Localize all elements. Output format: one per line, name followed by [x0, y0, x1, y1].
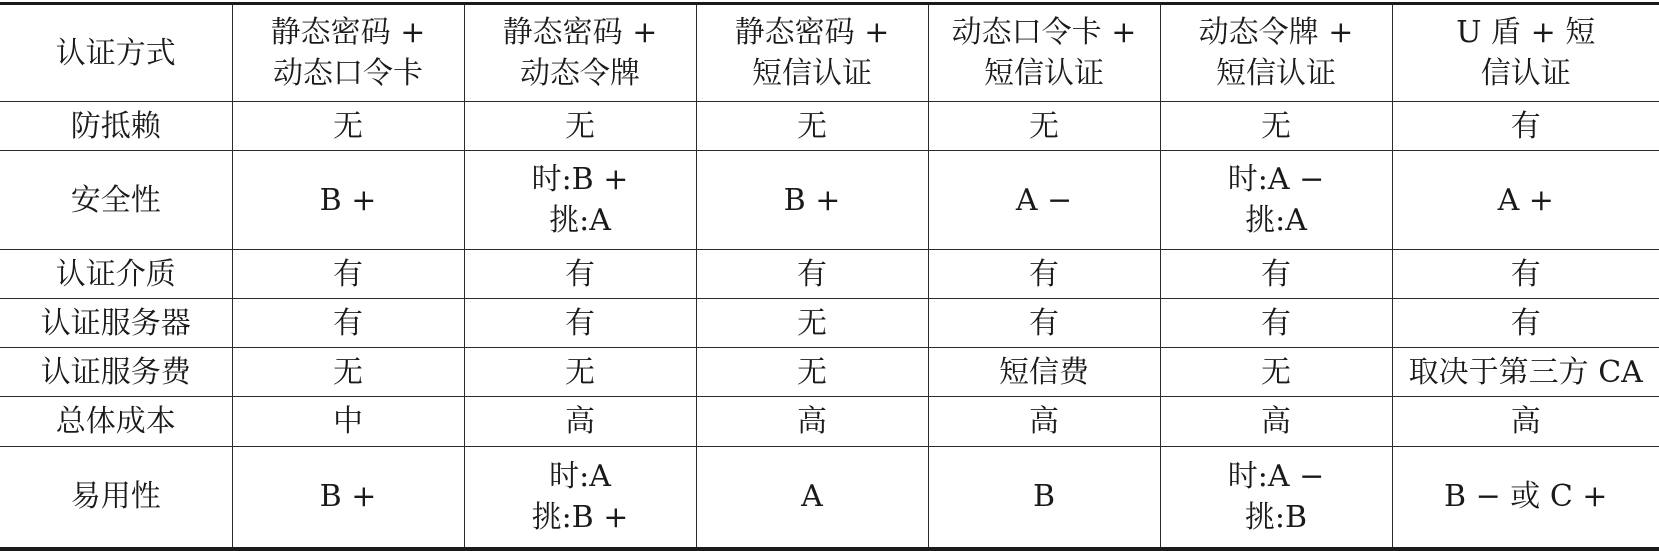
row-label-cell: 认证服务器	[0, 299, 232, 348]
header-cell: 动态口令卡 + 短信认证	[928, 4, 1160, 102]
header-cell: 静态密码 + 动态口令卡	[232, 4, 464, 102]
table-cell: 有	[1160, 250, 1392, 299]
table-cell: 高	[464, 397, 696, 447]
row-label-cell: 总体成本	[0, 397, 232, 447]
table-cell: A +	[1392, 151, 1659, 250]
table-cell: 无	[696, 299, 928, 348]
row-label-cell: 防抵赖	[0, 102, 232, 151]
table-cell: A −	[928, 151, 1160, 250]
table-row	[0, 250, 1659, 299]
table-cell: 高	[1160, 397, 1392, 447]
table-cell: 有	[928, 299, 1160, 348]
table-cell: 短信费	[928, 348, 1160, 397]
table-cell: 有	[1392, 299, 1659, 348]
table-cell: 无	[232, 102, 464, 151]
table-cell: 高	[1392, 397, 1659, 447]
row-label-cell: 认证服务费	[0, 348, 232, 397]
table-cell: 无	[464, 348, 696, 397]
table-cell: 时:A 挑:B +	[464, 447, 696, 549]
table-cell: 有	[232, 250, 464, 299]
table-cell: 无	[696, 102, 928, 151]
header-cell: 动态令牌 + 短信认证	[1160, 4, 1392, 102]
header-cell: U 盾 + 短 信认证	[1392, 4, 1659, 102]
table-cell: 有	[1392, 102, 1659, 151]
table-cell: 时:A − 挑:A	[1160, 151, 1392, 250]
table-cell: A	[696, 447, 928, 549]
table-cell: 有	[696, 250, 928, 299]
auth-comparison-table	[0, 2, 1659, 551]
table-header-row	[0, 4, 1659, 102]
table-cell: B +	[696, 151, 928, 250]
row-label-cell: 安全性	[0, 151, 232, 250]
table-cell: B	[928, 447, 1160, 549]
table-cell: 无	[1160, 348, 1392, 397]
header-cell: 静态密码 + 短信认证	[696, 4, 928, 102]
table-cell: B − 或 C +	[1392, 447, 1659, 549]
table-row	[0, 102, 1659, 151]
table-cell: 高	[928, 397, 1160, 447]
header-cell: 静态密码 + 动态令牌	[464, 4, 696, 102]
table-cell: 无	[1160, 102, 1392, 151]
table-cell: 有	[232, 299, 464, 348]
header-cell: 认证方式	[0, 4, 232, 102]
table-cell: B +	[232, 151, 464, 250]
table-cell: 有	[1392, 250, 1659, 299]
table-cell: B +	[232, 447, 464, 549]
table-cell: 中	[232, 397, 464, 447]
row-label-cell: 易用性	[0, 447, 232, 549]
table-row	[0, 447, 1659, 549]
table-cell: 时:B + 挑:A	[464, 151, 696, 250]
table-cell: 无	[464, 102, 696, 151]
table-row	[0, 299, 1659, 348]
table-cell: 取决于第三方 CA	[1392, 348, 1659, 397]
table-cell: 无	[696, 348, 928, 397]
row-label-cell: 认证介质	[0, 250, 232, 299]
table-row	[0, 397, 1659, 447]
table-cell: 有	[1160, 299, 1392, 348]
table-cell: 有	[464, 299, 696, 348]
table-row	[0, 151, 1659, 250]
table-cell: 无	[928, 102, 1160, 151]
table-row	[0, 348, 1659, 397]
table-cell: 无	[232, 348, 464, 397]
table-cell: 有	[928, 250, 1160, 299]
table-cell: 时:A − 挑:B	[1160, 447, 1392, 549]
table-cell: 高	[696, 397, 928, 447]
table-cell: 有	[464, 250, 696, 299]
